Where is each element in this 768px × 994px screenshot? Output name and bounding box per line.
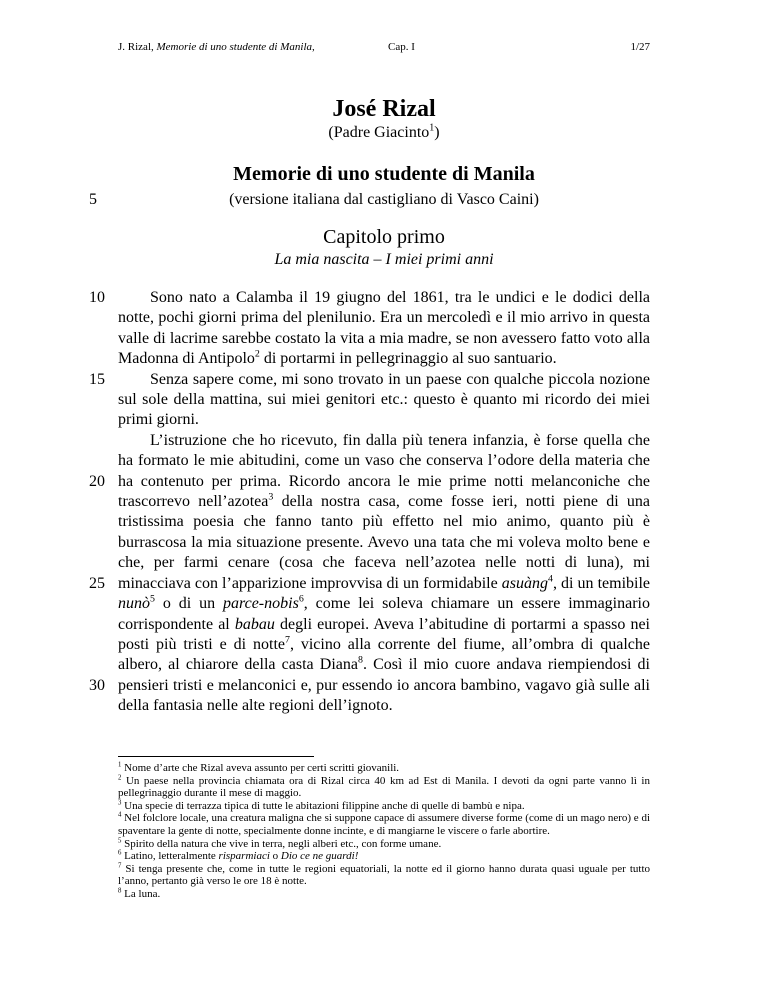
- footnote-ref: 8: [358, 654, 363, 666]
- chapter-subtitle: La mia nascita – I miei primi anni: [274, 251, 494, 268]
- footnote: $^2$ Un paese nella provincia chiamata ora di Rizal circa 40 km ad Est di Manila. I devoti da ogni parte vanno lì in pellegrinaggio durante il mese di maggio.: [118, 773, 650, 800]
- body-text: [118, 288, 650, 717]
- line-number: 15: [89, 371, 105, 388]
- paragraph: L’istruzione che ho ricevuto, fin dalla più tenera infanzia, è forse quella che ha formato le mie abitudini, come un vaso che conserva l’odore della materia che ha contenuto per prima. Ricordo ancora le mie prime notti melanconiche che trascorrevo nell’azotea$^3$ della nostra casa, come fosse ieri, notti piene di una tristissima poesia che fanno tanto più effetto nel mio animo, quanto più è burrascosa la mia situazione presente. Avevo una tata che mi voleva molto bene e che, per farmi cenare (cosa che faceva nell’azotea nelle notti di luna), mi minacciava con l’apparizione improvvisa di un formidabile asuàng$^4$, di un temibile nunò$^5$ o di un parce-nobis$^6$, come lei soleva chiamare un essere immaginario corrispondente al babau degli europei. Aveva l’abitudine di portarmi a spasso nei posti più tristi e di notte$^7$, vicino alla corrente del fiume, all’ombra di qualche albero, al chiarore della casta Diana$^8$. Così il mio cuore andava riempiendosi di pensieri tristi e melanconici e, pur essendo io ancora bambino, vagavo già sulle ali della fantasia nelle alte regioni dell’ignoto.: [118, 431, 651, 715]
- paragraph: Senza sapere come, mi sono trovato in un paese con qualche piccola nozione sul sole della mattina, sui miei genitori etc.: questo è quanto mi ricordo dei miei primi giorni.: [118, 370, 650, 429]
- footnotes: [118, 762, 650, 901]
- paragraph: Sono nato a Calamba il 19 giugno del 1861, tra le undici e le dodici della notte, pochi giorni prima del plenilunio. Era un mercoledì e il mio arrivo in questa valle di lacrime sarebbe costato la vita a mia madre, se non avessero fatto voto alla Madonna di Antipolo$^2$ di portarmi in pellegrinaggio al suo santuario.: [118, 289, 650, 368]
- translation-note: (versione italiana dal castigliano di Vasco Caini): [229, 191, 539, 208]
- book-title: Memorie di uno studente di Manila: [233, 163, 535, 185]
- pseudonym: [118, 123, 650, 143]
- line-number: 30: [89, 677, 105, 694]
- footnote: $^5$ Spirito della natura che vive in terra, negli alberi etc., con forme umane.: [118, 836, 442, 850]
- footnote: $^1$ Nome d’arte che Rizal aveva assunto per certi scritti giovanili.: [118, 761, 400, 774]
- footnote-ref: 7: [285, 634, 290, 646]
- footnote-ref: 6: [298, 593, 304, 605]
- header-page-number: 1/27: [630, 41, 650, 53]
- line-number: 10: [89, 289, 105, 306]
- line-number: 5: [89, 191, 97, 208]
- chapter-heading: Capitolo primo: [323, 226, 445, 248]
- header-chapter: Cap. I: [388, 41, 415, 53]
- footnote-ref: 2: [254, 348, 260, 360]
- line-number: 20: [89, 473, 105, 490]
- footnote: $^8$ La luna.: [118, 887, 161, 900]
- header-author: J. Rizal: [118, 41, 151, 53]
- pseudonym-text: (Padre Giacinto: [328, 124, 430, 141]
- footnote-ref: 1: [429, 122, 435, 134]
- footnote-ref: 4: [548, 573, 553, 585]
- footnote: $^6$ Latino, letteralmente risparmiaci o Dio ce ne guardi!: [118, 849, 359, 863]
- pseudonym-close: ): [434, 124, 440, 141]
- author-name: José Rizal: [332, 96, 436, 122]
- footnote: $^7$ Si tenga presente che, come in tutte le regioni equatoriali, la notte ed il giorno hanno durata quasi uguale per tutto l’anno, pertanto già verso le ore 18 è notte.: [118, 862, 650, 888]
- footnote-separator: [118, 756, 314, 757]
- running-header-left: J. Rizal, Memorie di uno studente di Manila,: [118, 41, 315, 53]
- footnote: $^3$ Una specie di terrazza tipica di tutte le abitazioni filippine anche di quelle di bambù e nipa.: [118, 799, 525, 812]
- footnote-ref: 5: [150, 593, 155, 605]
- line-number: 25: [89, 575, 105, 592]
- footnote: $^4$ Nel folclore locale, una creatura maligna che si suppone capace di assumere diverse forme (come di un mago nero) e di spaventare la gente di notte, specialmente donne incinte, e di mangiarne le viscere o farle abortire.: [118, 811, 650, 837]
- footnote-ref: 3: [268, 491, 274, 503]
- header-work: Memorie di uno studente di Manila,: [156, 41, 315, 53]
